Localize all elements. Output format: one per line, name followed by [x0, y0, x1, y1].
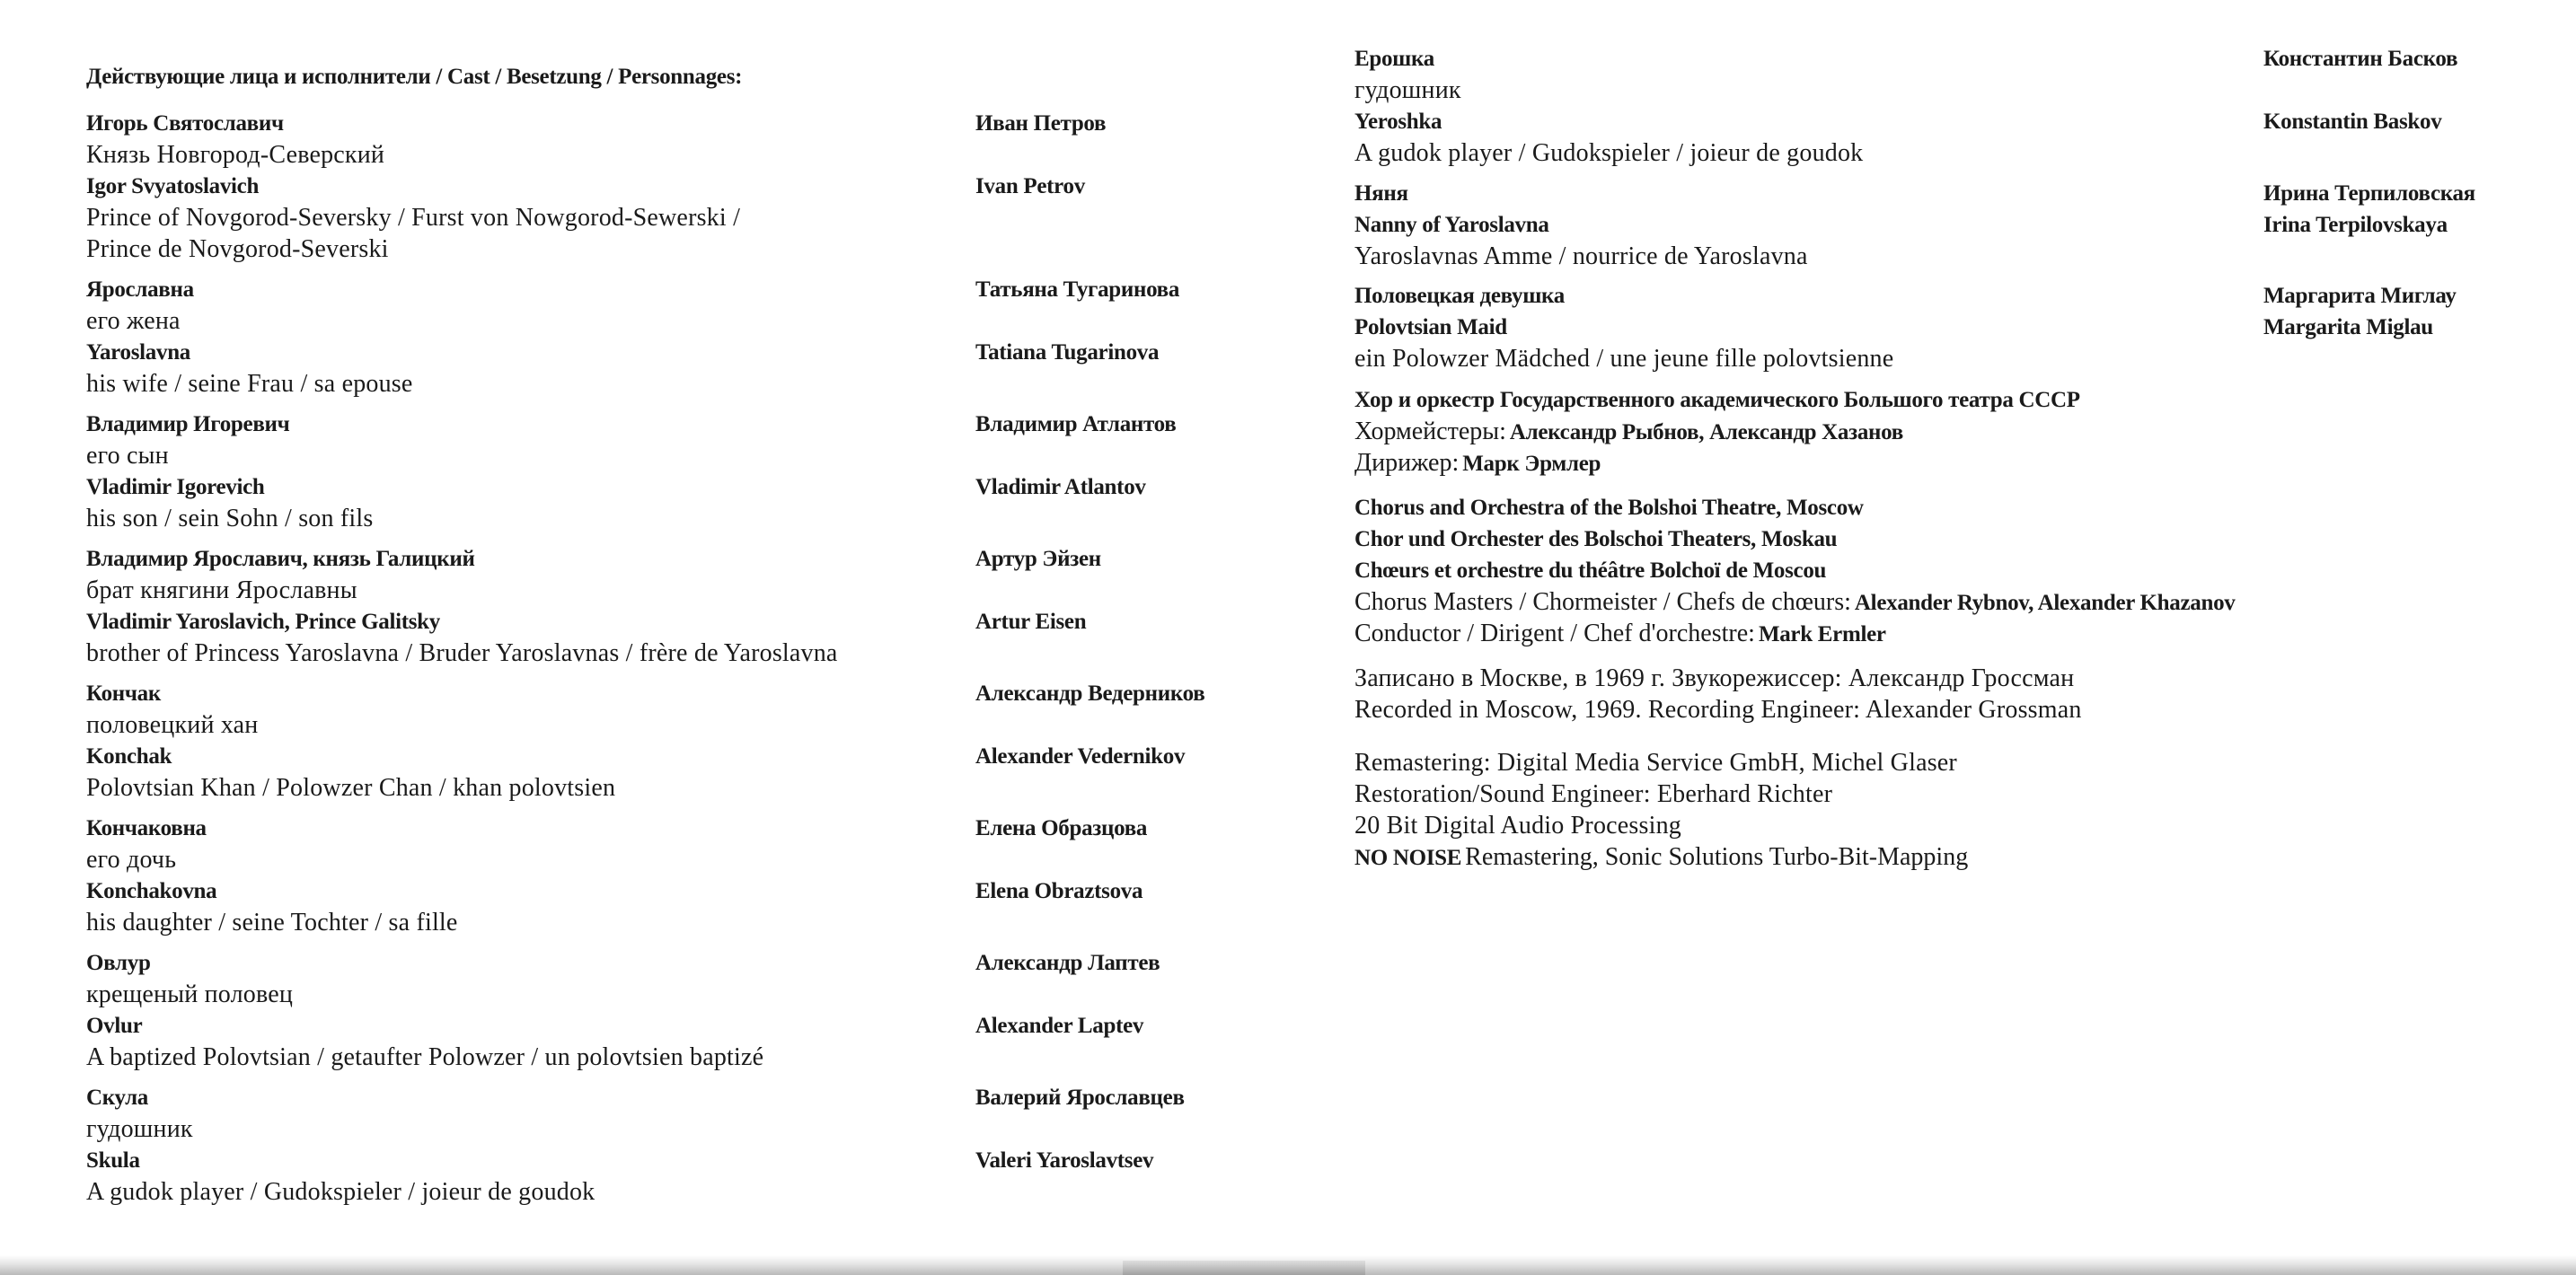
role-name-en: Skula — [86, 1148, 140, 1173]
role-name-ru: Кончак — [86, 681, 161, 706]
recording-info — [1354, 663, 2540, 725]
role-name-en: Yeroshka — [1354, 110, 1442, 134]
performer-name-en: Alexander Laptev — [975, 1014, 1144, 1038]
role-description-ru: его дочь — [86, 846, 177, 874]
role-name-ru: Няня — [1354, 181, 1408, 206]
scan-fold-mark — [1123, 1261, 1365, 1275]
recording-ru: Записано в Москве, в 1969 г. Звукорежиссер: Александр Гроссман — [1354, 664, 2075, 692]
role-description-en: his son / sein Sohn / son fils — [86, 505, 374, 532]
role-description-en: Polovtsian Khan / Polowzer Chan / khan polovtsien — [86, 774, 616, 802]
chorus-masters-names-ru: Александр Рыбнов, Александр Хазанов — [1509, 420, 1903, 444]
role-description-ru: гудошник — [1354, 76, 1461, 104]
remastering-line-3: 20 Bit Digital Audio Processing — [1354, 812, 1681, 840]
conductor-name-ru: Марк Эрмлер — [1462, 452, 1601, 476]
role-name-ru: Половецкая девушка — [1354, 284, 1565, 308]
performer-name-en: Margarita Miglau — [2263, 315, 2433, 339]
role-name-ru: Владимир Ярославич, князь Галицкий — [86, 547, 475, 571]
performer-name-ru: Александр Ведерников — [975, 681, 1205, 706]
role-description-ru: его жена — [86, 307, 181, 335]
chorus-masters-label-ru: Хормейстеры: — [1354, 418, 1506, 445]
performer-name-ru: Александр Лаптев — [975, 951, 1160, 975]
performer-name-ru: Владимир Атлантов — [975, 412, 1177, 436]
cast-heading: Действующие лица и исполнители / Cast / Besetzung / Personnages: — [86, 65, 743, 89]
performer-name-ru: Ирина Терпиловская — [2263, 181, 2475, 206]
remastering-line-4 — [1354, 841, 2540, 873]
chorus-orchestra-fr: Chœurs et orchestre du théâtre Bolchoï de Moscou — [1354, 558, 1827, 583]
role-name-en: Nanny of Yaroslavna — [1354, 213, 1549, 237]
conductor-intl — [1354, 618, 2540, 649]
role-name-ru: Ерошка — [1354, 47, 1434, 71]
role-description-en: ein Polowzer Mädched / une jeune fille polovtsienne — [1354, 345, 1894, 373]
role-name-ru: Ярославна — [86, 277, 194, 302]
performer-name-en: Ivan Petrov — [975, 174, 1085, 198]
performer-name-en: Konstantin Baskov — [2263, 110, 2442, 134]
role-description-ru: брат княгини Ярославны — [86, 576, 357, 604]
role-name-ru: Кончаковна — [86, 816, 207, 840]
performer-name-ru: Маргарита Миглау — [2263, 284, 2457, 308]
role-name-ru: Владимир Игоревич — [86, 412, 290, 436]
conductor-label-intl: Conductor / Dirigent / Chef d'orchestre: — [1354, 620, 1755, 647]
remastering-line-1: Remastering: Digital Media Service GmbH, Michel Glaser — [1354, 749, 1957, 777]
chorus-orchestra-ru: Хор и оркестр Государственного академического Большого театра СССР — [1354, 388, 2080, 412]
conductor-name-intl: Mark Ermler — [1758, 622, 1886, 646]
performer-name-en: Alexander Vedernikov — [975, 744, 1186, 769]
role-description-en: A gudok player / Gudokspieler / joieur de goudok — [1354, 139, 1864, 167]
performer-name-ru: Татьяна Тугаринова — [975, 277, 1180, 302]
conductor-label-ru: Дирижер: — [1354, 449, 1460, 477]
chorus-orchestra-de: Chor und Orchester des Bolschoi Theaters, Moskau — [1354, 527, 1838, 551]
performer-name-ru: Константин Басков — [2263, 47, 2458, 71]
role-name-en: Yaroslavna — [86, 340, 191, 365]
role-description-en: brother of Princess Yaroslavna / Bruder Yaroslavnas / frère de Yaroslavna — [86, 639, 838, 667]
no-noise-label: NO NOISE — [1354, 846, 1462, 870]
performer-name-ru: Иван Петров — [975, 111, 1107, 136]
performer-name-en: Artur Eisen — [975, 610, 1087, 634]
role-name-en: Konchakovna — [86, 879, 217, 903]
role-description-ru: крещеный половец — [86, 980, 294, 1008]
role-description-en-continued: Prince de Novgorod-Severski — [86, 235, 389, 263]
role-name-en: Igor Svyatoslavich — [86, 174, 260, 198]
performer-name-en: Valeri Yaroslavtsev — [975, 1148, 1154, 1173]
credits-international — [1354, 492, 2540, 649]
chorus-masters-ru — [1354, 416, 2540, 447]
performer-name-en: Irina Terpilovskaya — [2263, 213, 2448, 237]
role-name-en: Vladimir Yaroslavich, Prince Galitsky — [86, 610, 440, 634]
performer-name-ru: Елена Образцова — [975, 816, 1148, 840]
role-name-ru: Скула — [86, 1086, 149, 1110]
role-description-en: Yaroslavnas Amme / nourrice de Yaroslavna — [1354, 242, 1808, 270]
remastering-line-2: Restoration/Sound Engineer: Eberhard Richter — [1354, 780, 1833, 808]
chorus-masters-label-intl: Chorus Masters / Chormeister / Chefs de chœurs: — [1354, 588, 1851, 616]
role-name-en: Konchak — [86, 744, 172, 769]
role-description-en: his wife / seine Frau / sa epouse — [86, 370, 413, 398]
performer-name-ru: Артур Эйзен — [975, 547, 1101, 571]
performer-name-en: Tatiana Tugarinova — [975, 340, 1160, 365]
role-description-ru: его сын — [86, 442, 169, 470]
conductor-ru — [1354, 447, 2540, 479]
role-name-ru: Овлур — [86, 951, 151, 975]
role-name-en: Ovlur — [86, 1014, 143, 1038]
chorus-masters-names-intl: Alexander Rybnov, Alexander Khazanov — [1854, 591, 2236, 615]
role-description-ru: гудошник — [86, 1115, 193, 1143]
performer-name-en: Vladimir Atlantov — [975, 475, 1146, 499]
role-description-ru: Князь Новгород-Северский — [86, 141, 385, 169]
remastering-line-4-text: Remastering, Sonic Solutions Turbo-Bit-Mapping — [1465, 843, 1969, 871]
performer-name-en: Elena Obraztsova — [975, 879, 1143, 903]
role-description-en: his daughter / seine Tochter / sa fille — [86, 909, 458, 936]
role-name-en: Polovtsian Maid — [1354, 315, 1507, 339]
role-description-en: A baptized Polovtsian / getaufter Polowzer / un polovtsien baptizé — [86, 1043, 764, 1071]
role-name-ru: Игорь Святославич — [86, 111, 284, 136]
role-description-ru: половецкий хан — [86, 711, 259, 739]
credits-russian — [1354, 384, 2540, 479]
chorus-orchestra-en: Chorus and Orchestra of the Bolshoi Theatre, Moscow — [1354, 496, 1864, 520]
remastering-info — [1354, 747, 2540, 873]
role-description-en: A gudok player / Gudokspieler / joieur de goudok — [86, 1178, 595, 1206]
chorus-masters-intl — [1354, 586, 2540, 618]
recording-en: Recorded in Moscow, 1969. Recording Engineer: Alexander Grossman — [1354, 696, 2082, 724]
role-name-en: Vladimir Igorevich — [86, 475, 265, 499]
performer-name-ru: Валерий Ярославцев — [975, 1086, 1185, 1110]
role-description-en: Prince of Novgorod-Seversky / Furst von Nowgorod-Sewerski / — [86, 204, 741, 232]
